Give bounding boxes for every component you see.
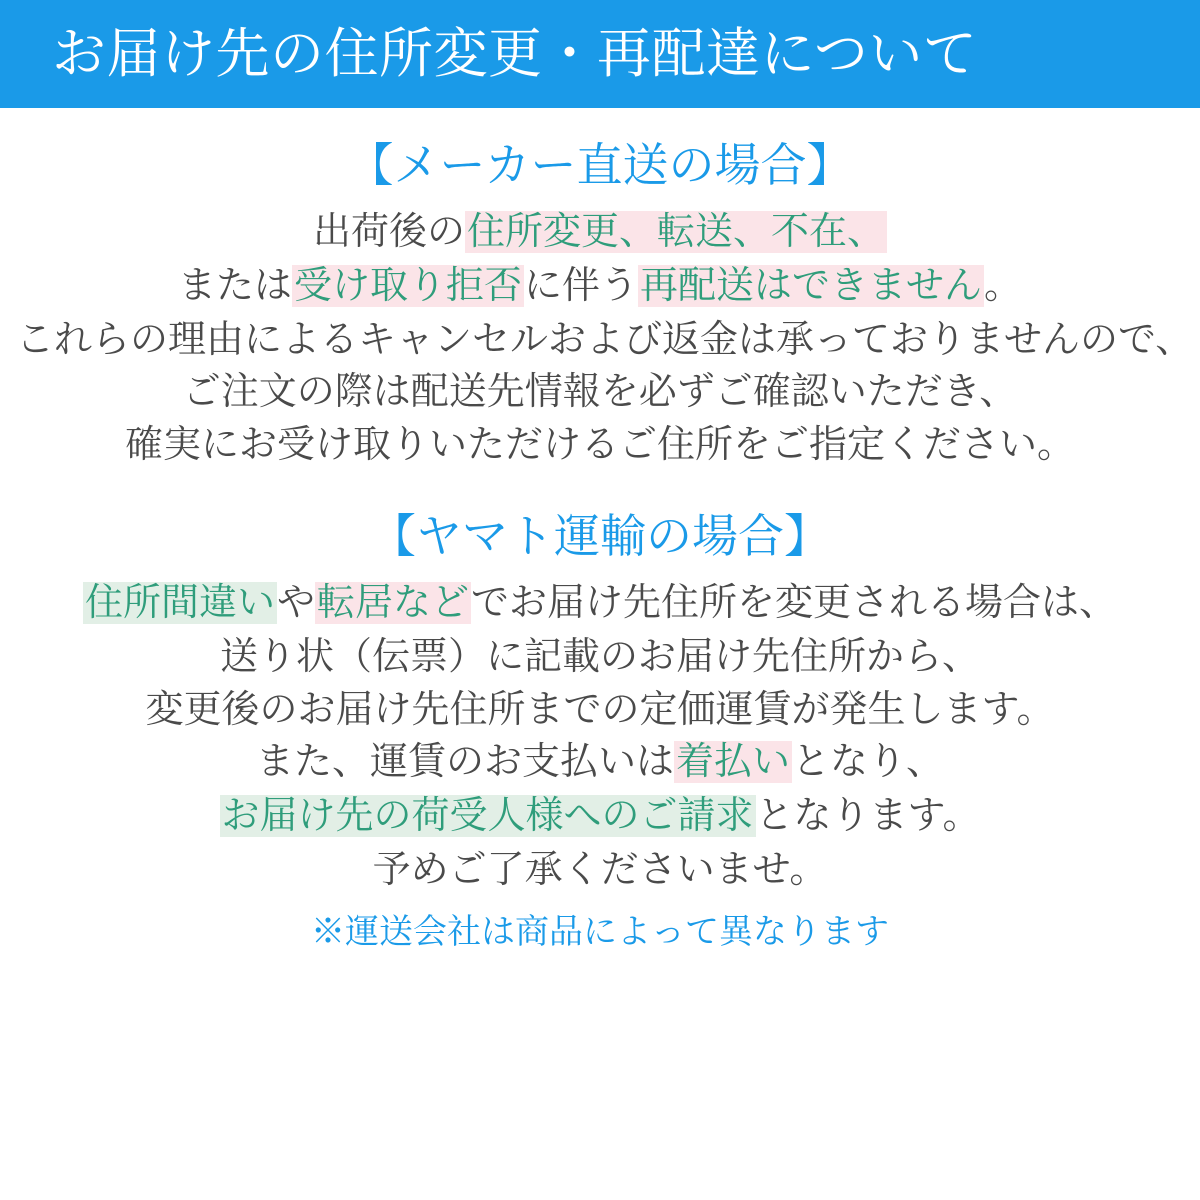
text-segment: に伴う bbox=[523, 265, 638, 308]
text-segment: 。 bbox=[984, 265, 1023, 308]
highlight-segment: 再配送はできません bbox=[640, 265, 983, 308]
section-heading-maker-direct: 【メーカー直送の場合】 bbox=[347, 139, 853, 191]
text-segment: 予めご了承くださいませ。 bbox=[372, 849, 828, 892]
text-segment: でお届け先住所を変更される場合は、 bbox=[471, 582, 1118, 625]
text-segment: または bbox=[177, 265, 292, 308]
notice-line bbox=[16, 790, 1184, 844]
notice-line bbox=[16, 577, 1184, 631]
page-banner bbox=[0, 0, 1200, 108]
notice-content bbox=[0, 108, 1200, 956]
notice-line bbox=[16, 366, 1184, 418]
highlight-segment: 住所変更、転送、不在、 bbox=[467, 211, 886, 254]
notice-line bbox=[16, 419, 1184, 471]
notice-line bbox=[16, 631, 1184, 683]
notice-line bbox=[16, 260, 1184, 314]
text-segment: ご注文の際は配送先情報を必ずご確認いただき、 bbox=[182, 371, 1018, 414]
text-segment: や bbox=[276, 582, 315, 625]
text-segment: 送り状（伝票）に記載のお届け先住所から、 bbox=[219, 636, 980, 679]
notice-line bbox=[16, 736, 1184, 790]
text-segment: これらの理由によるキャンセルおよび返金は承っておりませんので、 bbox=[16, 319, 1194, 361]
section-heading-yamato: 【ヤマト運輸の場合】 bbox=[370, 510, 830, 563]
notice-line bbox=[16, 206, 1184, 260]
text-segment: 出荷後の bbox=[312, 211, 465, 254]
page-title: お届け先の住所変更・再配達について bbox=[52, 24, 978, 84]
notice-line bbox=[16, 314, 1194, 366]
highlight-segment: 着払い bbox=[675, 741, 790, 784]
notice-line bbox=[16, 684, 1184, 736]
footnote: ※運送会社は商品によって異なります bbox=[311, 912, 889, 951]
highlight-segment: 転居など bbox=[317, 582, 470, 625]
text-segment: 確実にお受け取りいただけるご住所をご指定ください。 bbox=[124, 423, 1075, 466]
highlight-segment: お届け先の荷受人様へのご請求 bbox=[221, 795, 754, 838]
highlight-segment: 受け取り拒否 bbox=[293, 265, 522, 308]
text-segment: また、運賃のお支払いは bbox=[255, 741, 674, 784]
text-segment: となり、 bbox=[792, 741, 945, 784]
notice-line bbox=[16, 844, 1184, 896]
text-segment: となります。 bbox=[755, 795, 981, 838]
text-segment: 変更後のお届け先住所までの定価運賃が発生します。 bbox=[145, 688, 1055, 731]
highlight-segment: 住所間違い bbox=[84, 582, 275, 625]
